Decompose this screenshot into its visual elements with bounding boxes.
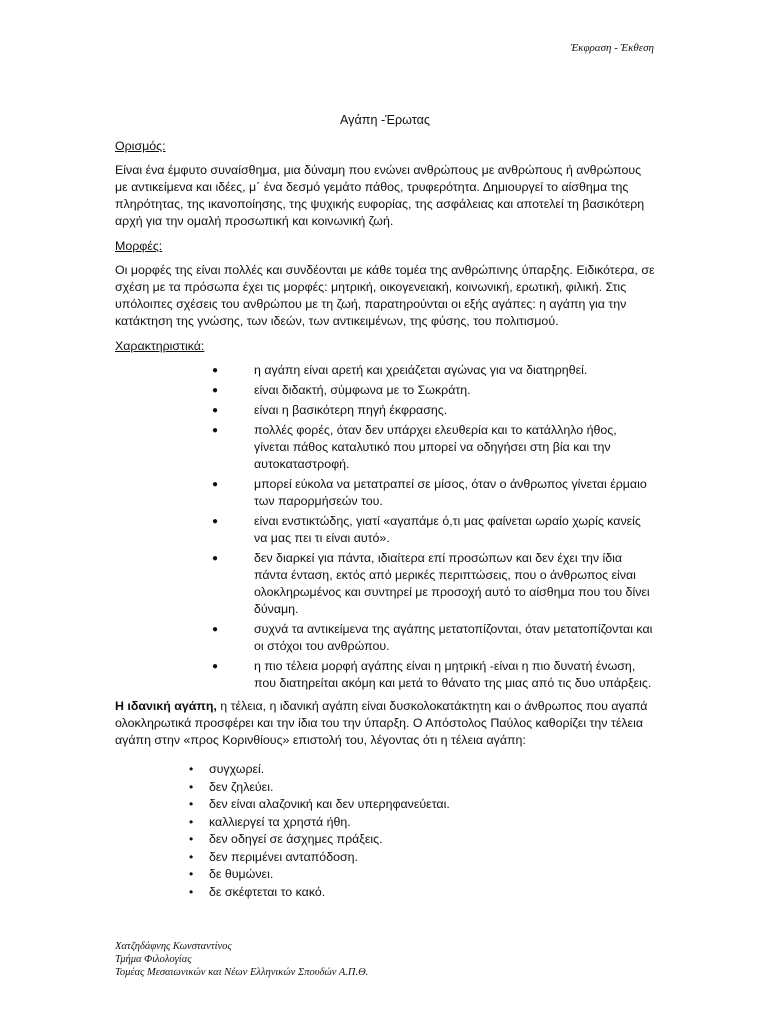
list-item — [189, 866, 655, 883]
list-item — [212, 621, 655, 655]
list-item-text: δε σκέφτεται το κακό. — [209, 884, 326, 899]
list-item-text: καλλιεργεί τα χρηστά ήθη. — [209, 814, 351, 829]
bullet-icon: • — [189, 762, 194, 776]
list-item — [189, 779, 655, 796]
bullet-icon: • — [189, 832, 194, 846]
ideal-love-text: η τέλεια, η ιδανική αγάπη είναι δυσκολοκατάκτητη και ο άνθρωπος που αγαπά ολοκληρωτικά προσφέρει και την ίδια του την ύπαρξη. Ο Απόστολος Παύλος καθορίζει την τέλεια αγάπη στην «προς Κορινθίους» επιστολή του, λέγοντας ότι η τέλεια αγάπη: — [115, 699, 648, 747]
ideal-love-paragraph — [115, 698, 655, 749]
footer — [115, 940, 368, 979]
list-item-text: μπορεί εύκολα να μετατραπεί σε μίσος, όταν ο άνθρωπος γίνεται έρμαιο των παρορμήσεών του. — [254, 477, 647, 508]
bullet-icon: • — [189, 849, 194, 864]
bullet-icon: ● — [212, 385, 219, 396]
list-item-text: δεν είναι αλαζονική και δεν υπερηφανεύεται. — [209, 797, 450, 811]
footer-section: Τομέας Μεσαιωνικών και Νέων Ελληνικών Σπουδών Α.Π.Θ. — [115, 967, 369, 978]
definition-heading: Ορισμός: — [115, 139, 166, 153]
list-item-text: δεν ζηλεύει. — [209, 779, 274, 794]
list-item — [212, 362, 655, 379]
characteristics-heading: Χαρακτηριστικά: — [115, 339, 205, 353]
document-title: Αγάπη -Έρωτας — [340, 113, 430, 127]
forms-heading: Μορφές: — [115, 239, 163, 253]
bullet-icon: • — [189, 867, 194, 881]
list-item — [189, 849, 655, 866]
list-item — [212, 658, 655, 692]
document-body — [115, 112, 655, 901]
bullet-icon: ● — [212, 365, 219, 376]
ideal-love-list — [115, 761, 655, 901]
ideal-love-lead: Η ιδανική αγάπη, — [115, 699, 217, 713]
characteristics-list — [115, 362, 655, 692]
list-item — [212, 476, 655, 510]
list-item — [212, 402, 655, 419]
list-item — [189, 814, 655, 831]
list-item-text: δεν διαρκεί για πάντα, ιδιαίτερα επί προσώπων και δεν έχει την ίδια πάντα ένταση, εκτός από μερικές περιπτώσεις, που ο άνθρωπος είναι ολοκληρωμένος και συντηρεί με προσοχή αυτό το αίσθημα που του δίνει δύναμη. — [254, 551, 650, 616]
list-item — [212, 382, 655, 399]
definition-paragraph: Είναι ένα έμφυτο συναίσθημα, μια δύναμη που ενώνει ανθρώπους με ανθρώπους ή ανθρώπους με αντικείμενα και ιδέες, μ΄ ένα δεσμό γεμάτο πάθος, τρυφερότητα. Δημιουργεί το αίσθημα της πληρότητας, της ικανοποίησης, της ψυχικής ευφορίας, της ασφάλειας και αποτελεί τη βασικότερη αρχή για την ομαλή προσωπική και κοινωνική ζωή. — [115, 163, 645, 228]
list-item-text: η πιο τέλεια μορφή αγάπης είναι η μητρική -είναι η πιο δυνατή ένωση, που διατηρείται ακόμη και μετά το θάνατο της μιας από τις δυο υπάρξεις. — [254, 659, 652, 690]
list-item — [212, 422, 655, 473]
list-item — [189, 761, 655, 778]
bullet-icon: ● — [212, 661, 219, 672]
list-item-text: συχνά τα αντικείμενα της αγάπης μετατοπίζονται, όταν μετατοπίζονται και οι στόχοι του ανθρώπου. — [254, 622, 653, 653]
bullet-icon: • — [189, 797, 194, 811]
bullet-icon: • — [189, 779, 194, 794]
bullet-icon: ● — [212, 553, 219, 564]
list-item-text: είναι διδακτή, σύμφωνα με το Σωκράτη. — [254, 383, 471, 397]
list-item — [189, 884, 655, 901]
list-item-text: δεν περιμένει ανταπόδοση. — [209, 849, 358, 864]
list-item-text: είναι ενστικτώδης, γιατί «αγαπάμε ό,τι μας φαίνεται ωραίο χωρίς κανείς να μας πει τι είναι αυτό». — [254, 514, 641, 545]
list-item — [189, 796, 655, 813]
forms-paragraph: Οι μορφές της είναι πολλές και συνδέονται με κάθε τομέα της ανθρώπινης ύπαρξης. Ειδικότερα, σε σχέση με τα πρόσωπα έχει τις μορφές: μητρική, οικογενειακή, κοινωνική, ερωτική, φιλική. Στις υπόλοιπες σχέσεις του ανθρώπου με τη ζωή, παρατηρούνται οι εξής αγάπες: η αγάπη για την κατάκτηση της γνώσης, των ιδεών, των αντικειμένων, της φύσης, του πολιτισμού. — [115, 263, 655, 328]
bullet-icon: ● — [212, 425, 219, 436]
bullet-icon: ● — [212, 624, 219, 635]
bullet-icon: • — [189, 884, 194, 899]
list-item-text: είναι η βασικότερη πηγή έκφρασης. — [254, 403, 448, 417]
footer-author: Χατζηδάφνης Κωνσταντίνος — [115, 941, 232, 952]
footer-department: Τμήμα Φιλολογίας — [115, 954, 192, 965]
list-item-text: δε θυμώνει. — [209, 867, 274, 881]
list-item-text: πολλές φορές, όταν δεν υπάρχει ελευθερία και το κατάλληλο ήθος, γίνεται πάθος καταλυτικό που μπορεί να οδηγήσει στη βία και την αυτοκαταστροφή. — [254, 423, 617, 471]
list-item — [212, 550, 655, 618]
bullet-icon: ● — [212, 479, 219, 490]
bullet-icon: • — [189, 814, 194, 829]
list-item — [212, 513, 655, 547]
list-item-text: συγχωρεί. — [209, 762, 265, 776]
list-item-text: η αγάπη είναι αρετή και χρειάζεται αγώνας για να διατηρηθεί. — [254, 363, 588, 377]
list-item — [189, 831, 655, 848]
page-header: Έκφραση - Έκθεση — [570, 42, 654, 54]
list-item-text: δεν οδηγεί σε άσχημες πράξεις. — [209, 832, 383, 846]
bullet-icon: ● — [212, 516, 219, 527]
bullet-icon: ● — [212, 405, 219, 416]
